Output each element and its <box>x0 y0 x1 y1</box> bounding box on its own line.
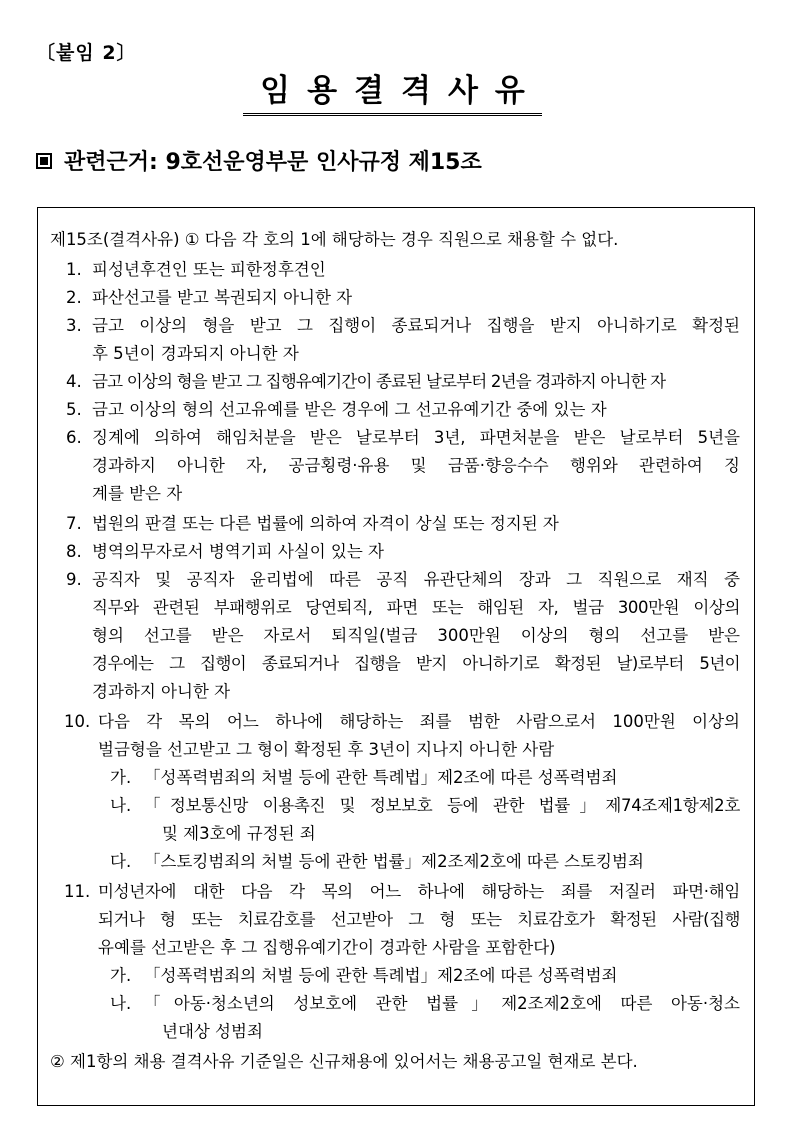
sub-item-number: 나. <box>110 994 132 1013</box>
item-number: 9. <box>66 570 82 589</box>
item-number: 6. <box>66 428 82 447</box>
item-text: 금고 이상의 형을 받고 그 집행유예기간이 종료된 날로부터 2년을 경과하지 아니한 자 <box>92 372 666 391</box>
item-text: 경과하지 아니한 자 <box>92 682 231 701</box>
item-text: 다음 각 목의 어느 하나에 해당하는 죄를 범한 사람으로서 100만원 이상의 <box>98 712 740 731</box>
item-text: 되거나 형 또는 치료감호를 선고받아 그 형 또는 치료감호가 확정된 사람(집행 <box>98 910 740 929</box>
item-text: 벌금형을 선고받고 그 형이 확정된 후 3년이 지나지 아니한 사람 <box>98 740 555 759</box>
item-number: 7. <box>66 514 82 533</box>
sub-item-text: 「성폭력범죄의 처벌 등에 관한 특례법」제2조에 따른 성폭력범죄 <box>144 966 618 985</box>
item-number: 3. <box>66 316 82 335</box>
item-text: 유예를 선고받은 후 그 집행유예기간이 경과한 사람을 포함한다) <box>98 938 556 957</box>
article-paragraph-2: ② 제1항의 채용 결격사유 기준일은 신규채용에 있어서는 채용공고일 현재로 본다. <box>50 1052 638 1071</box>
sub-item-number: 가. <box>110 768 132 787</box>
item-number: 4. <box>66 372 82 391</box>
item-text: 피성년후견인 또는 피한정후견인 <box>92 260 326 279</box>
legal-basis-text: 관련근거: 9호선운영부문 인사규정 제15조 <box>64 150 482 175</box>
legal-basis-heading <box>36 145 482 176</box>
sub-item-text: 「정보통신망 이용촉진 및 정보보호 등에 관한 법률」제74조제1항제2호 <box>144 796 740 815</box>
attachment-label: 〔붙임 2〕 <box>36 42 137 64</box>
item-text: 후 5년이 경과되지 아니한 자 <box>92 344 299 363</box>
sub-item-text: 「스토킹범죄의 처벌 등에 관한 법률」제2조제2호에 따른 스토킹범죄 <box>144 852 644 871</box>
item-text: 병역의무자로서 병역기피 사실이 있는 자 <box>92 542 384 561</box>
item-text: 공직자 및 공직자 윤리법에 따른 공직 유관단체의 장과 그 직원으로 재직 중 <box>92 570 740 589</box>
sub-item-number: 다. <box>110 852 132 871</box>
document-title-wrapper <box>0 70 785 116</box>
item-number: 10. <box>64 712 91 731</box>
sub-item-text: 및 제3호에 규정된 죄 <box>162 824 316 843</box>
item-text: 직무와 관련된 부패행위로 당연퇴직, 파면 또는 해임된 자, 벌금 300만원 이상의 <box>92 598 740 617</box>
article-box <box>37 207 755 1106</box>
item-number: 1. <box>66 260 82 279</box>
sub-item-text: 「성폭력범죄의 처벌 등에 관한 특례법」제2조에 따른 성폭력범죄 <box>144 768 618 787</box>
item-text: 미성년자에 대한 다음 각 목의 어느 하나에 해당하는 죄를 저질러 파면·해임 <box>98 882 740 901</box>
sub-item-text: 년대상 성범죄 <box>162 1022 263 1041</box>
item-text: 형의 선고를 받은 자로서 퇴직일(벌금 300만원 이상의 형의 선고를 받은 <box>92 626 740 645</box>
item-text: 파산선고를 받고 복권되지 아니한 자 <box>92 288 353 307</box>
item-number: 5. <box>66 400 82 419</box>
item-text: 계를 받은 자 <box>92 484 183 503</box>
item-text: 경우에는 그 집행이 종료되거나 집행을 받지 아니하기로 확정된 날)로부터 5년이 <box>92 654 740 673</box>
item-text: 법원의 판결 또는 다른 법률에 의하여 자격이 상실 또는 정지된 자 <box>92 514 559 533</box>
sub-item-number: 가. <box>110 966 132 985</box>
item-text: 금고 이상의 형을 받고 그 집행이 종료되거나 집행을 받지 아니하기로 확정된 <box>92 316 740 335</box>
article-intro: 제15조(결격사유) ① 다음 각 호의 1에 해당하는 경우 직원으로 채용할 수 없다. <box>50 230 619 249</box>
item-number: 11. <box>64 882 91 901</box>
sub-item-text: 「아동·청소년의 성보호에 관한 법률」제2조제2호에 따른 아동·청소 <box>144 994 740 1013</box>
square-bullet-icon <box>36 153 52 169</box>
sub-item-number: 나. <box>110 796 132 815</box>
document-title: 임용결격사유 <box>243 70 542 116</box>
item-text: 금고 이상의 형의 선고유예를 받은 경우에 그 선고유예기간 중에 있는 자 <box>92 400 607 419</box>
item-text: 경과하지 아니한 자, 공금횡령·유용 및 금품·향응수수 행위와 관련하여 징 <box>92 456 740 475</box>
item-number: 8. <box>66 542 82 561</box>
item-text: 징계에 의하여 해임처분을 받은 날로부터 3년, 파면처분을 받은 날로부터 5년을 <box>92 428 740 447</box>
item-number: 2. <box>66 288 82 307</box>
